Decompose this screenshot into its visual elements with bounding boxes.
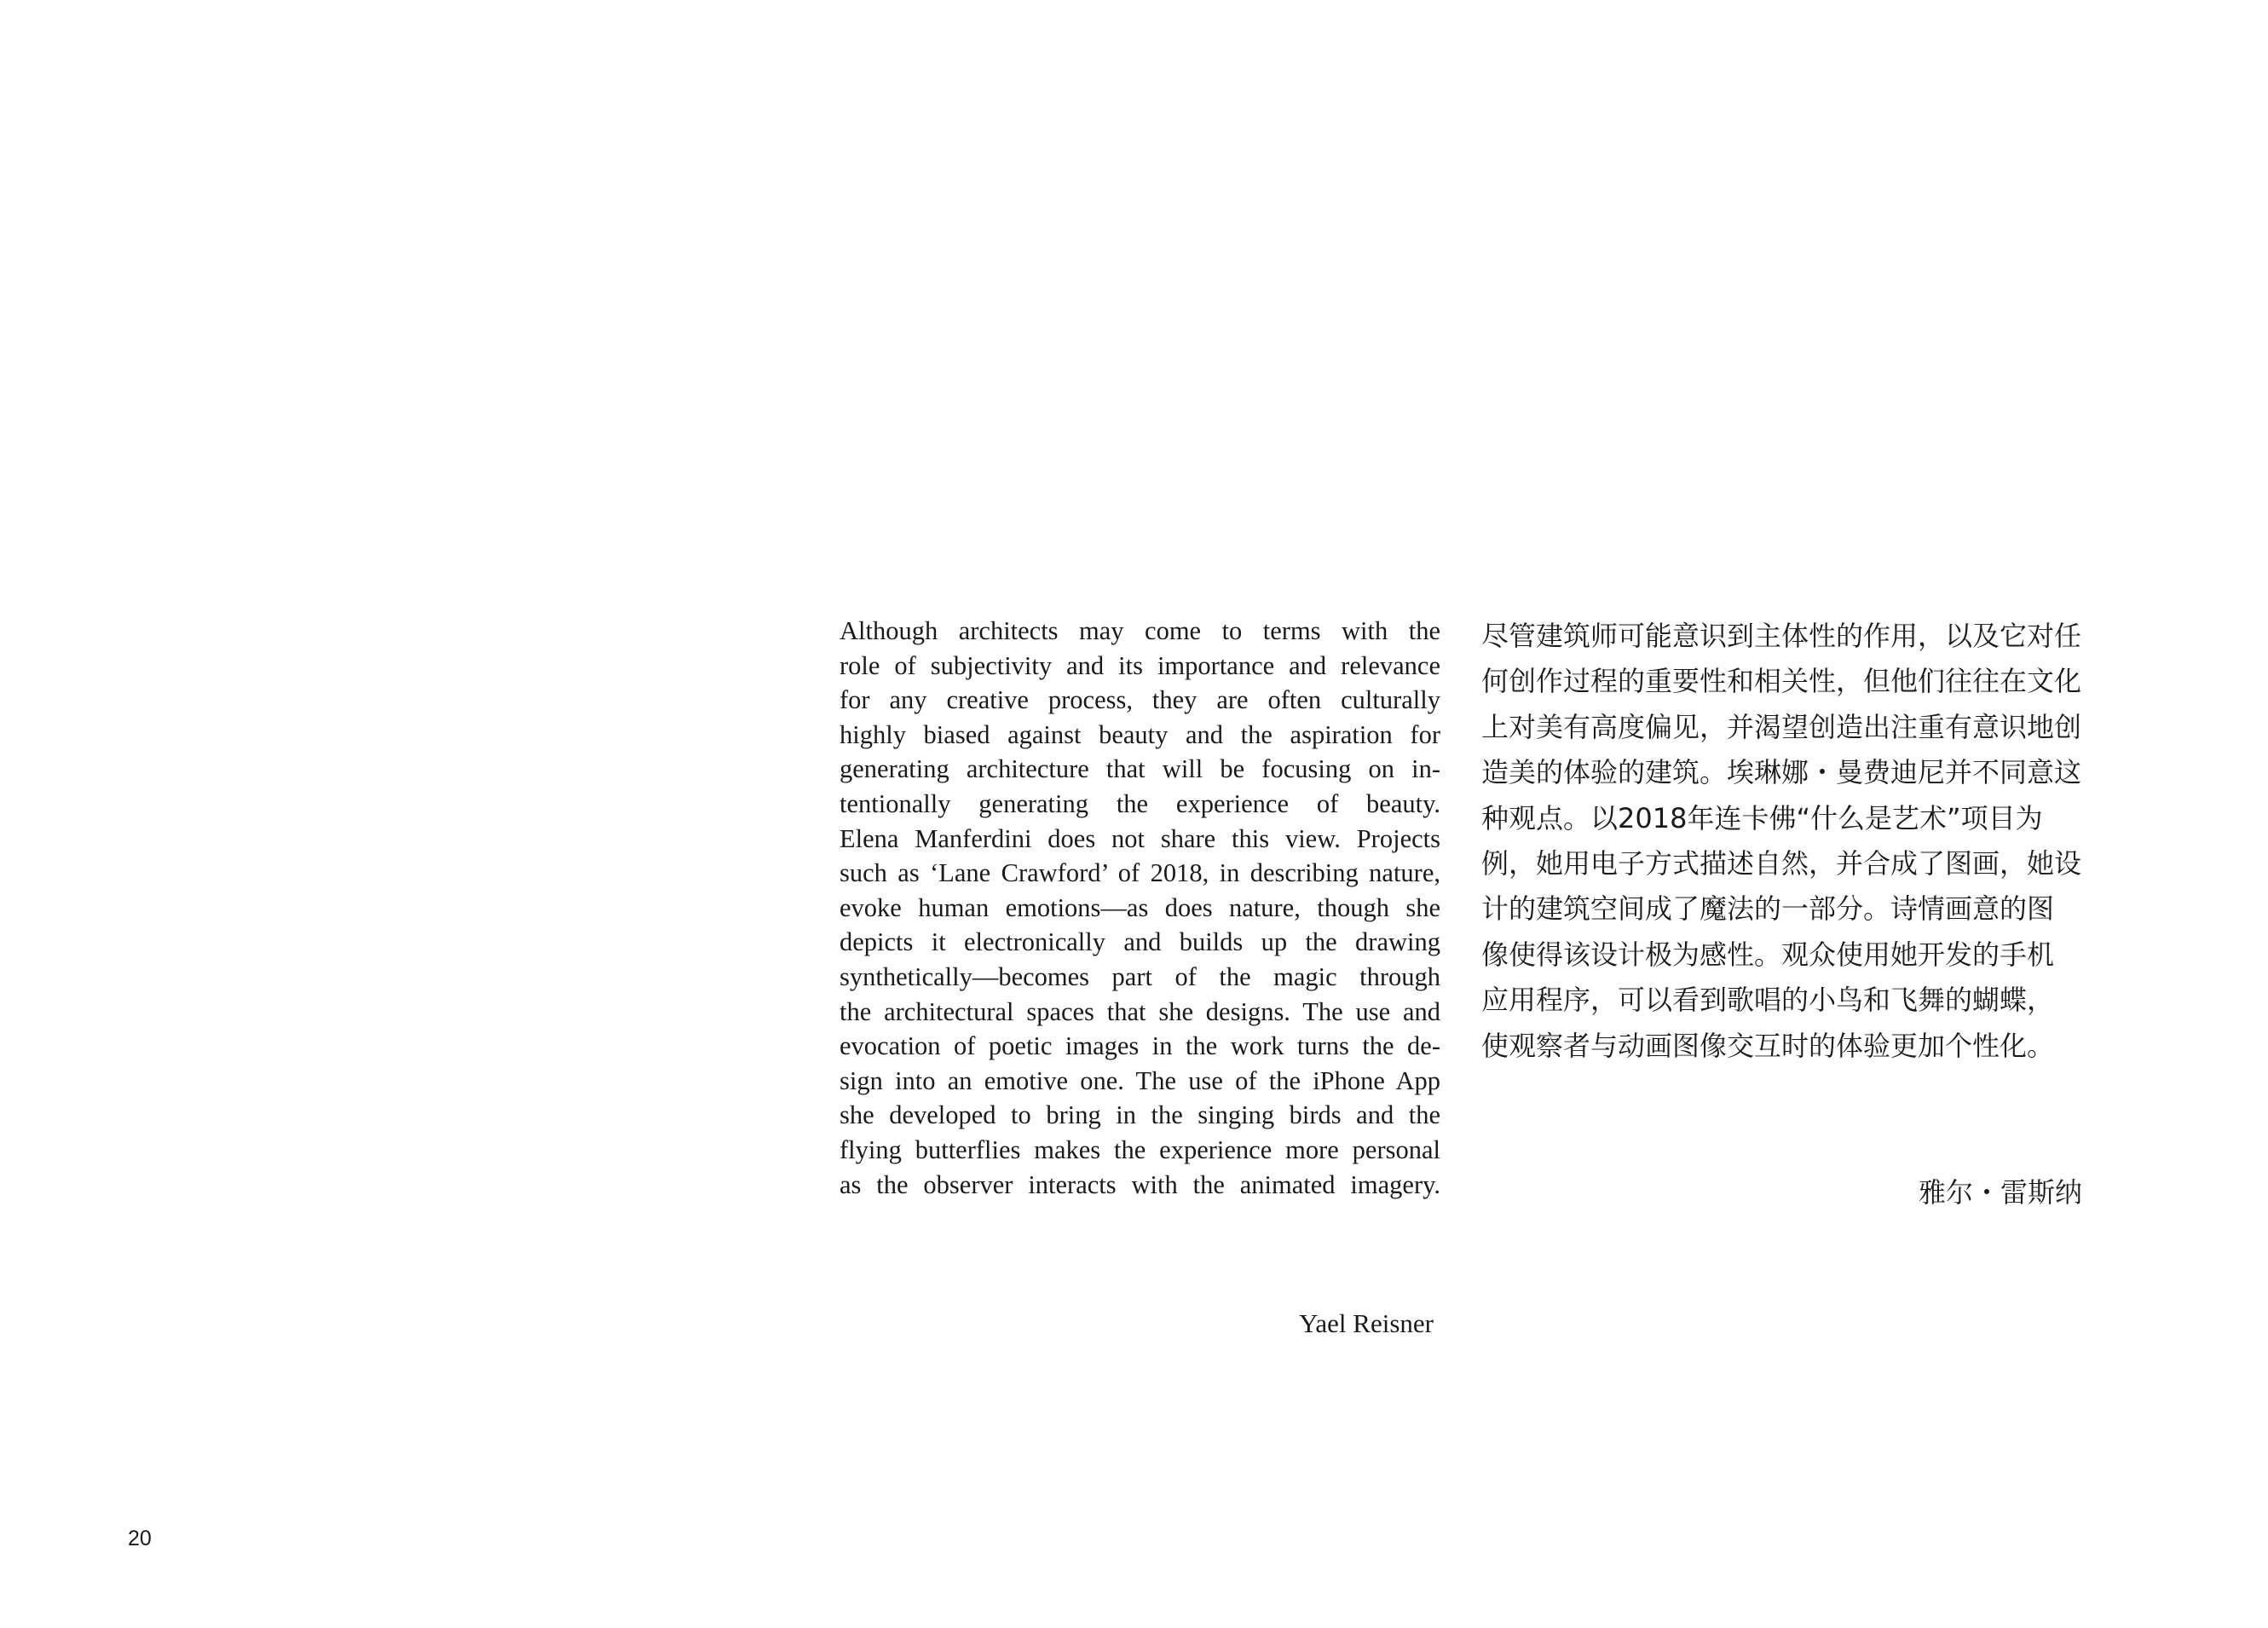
english-line: the architectural spaces that she designs. The use and (840, 996, 1440, 1026)
chinese-line: 使观察者与动画图像交互时的体验更加个性化。 (1481, 1029, 2055, 1062)
english-line: generating architecture that will be focusing on in- (840, 754, 1440, 784)
page-number: 20 (128, 1527, 152, 1550)
english-line: depicts it electronically and builds up the drawing (840, 927, 1440, 957)
chinese-paragraph (1481, 614, 2082, 1069)
english-line: role of subjectivity and its importance and relevance (840, 650, 1440, 680)
chinese-line: 尽管建筑师可能意识到主体性的作用，以及它对任 (1481, 620, 2082, 652)
chinese-line: 应用程序，可以看到歌唱的小鸟和飞舞的蝴蝶， (1481, 984, 2055, 1017)
english-paragraph (840, 614, 1440, 1202)
english-line: highly biased against beauty and the aspiration for (840, 719, 1440, 749)
english-line: Although architects may come to terms with the (840, 616, 1440, 645)
chinese-line: 上对美有高度偏见，并渴望创造出注重有意识地创 (1481, 710, 2082, 743)
english-line: as the observer interacts with the animated imagery. (840, 1169, 1440, 1199)
english-line: she developed to bring in the singing birds and the (840, 1100, 1440, 1130)
english-author: Yael Reisner (1299, 1308, 1434, 1338)
english-line: tentionally generating the experience of beauty. (840, 788, 1440, 818)
chinese-line: 造美的体验的建筑。埃琳娜・曼费迪尼并不同意这 (1481, 756, 2082, 789)
chinese-line: 计的建筑空间成了魔法的一部分。诗情画意的图 (1481, 892, 2055, 926)
chinese-line: 何创作过程的重要性和相关性，但他们往往在文化 (1481, 665, 2082, 698)
english-line: sign into an emotive one. The use of the iPhone App (840, 1065, 1440, 1095)
chinese-line: 像使得该设计极为感性。观众使用她开发的手机 (1481, 938, 2055, 971)
chinese-author: 雅尔・雷斯纳 (1918, 1176, 2082, 1209)
english-line: for any creative process, they are often culturally (840, 685, 1440, 715)
english-line: evoke human emotions—as does nature, though she (840, 892, 1440, 922)
chinese-line: 种观点。以2018年连卡佛“什么是艺术”项目为 (1481, 801, 2043, 834)
english-line: evocation of poetic images in the work turns the de- (840, 1031, 1440, 1061)
english-line: Elena Manferdini does not share this view. Projects (840, 823, 1440, 853)
english-line: such as ‘Lane Crawford’ of 2018, in describing nature, (840, 858, 1440, 888)
chinese-line: 例，她用电子方式描述自然，并合成了图画，她设 (1481, 846, 2082, 880)
english-line: flying butterflies makes the experience more personal (840, 1134, 1440, 1164)
english-line: synthetically—becomes part of the magic through (840, 961, 1440, 991)
